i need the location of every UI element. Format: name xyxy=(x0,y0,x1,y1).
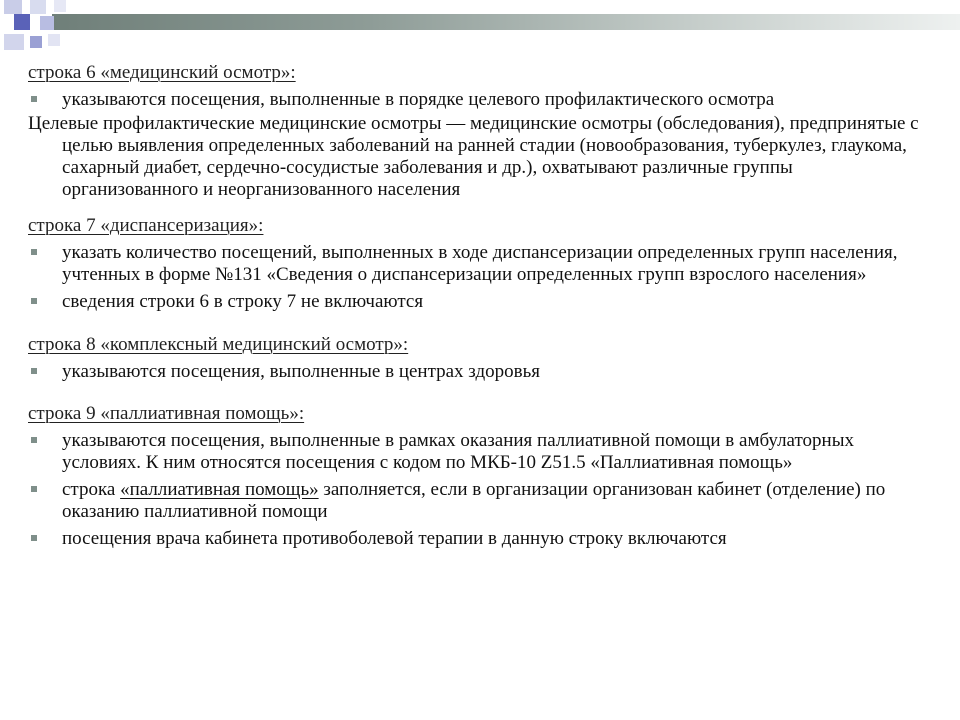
bullet-item: посещения врача кабинета противоболевой терапии в данную строку включаются xyxy=(28,528,933,550)
section-heading: строка 7 «диспансеризация»: xyxy=(28,215,264,236)
section-heading: строка 9 «паллиативная помощь»: xyxy=(28,403,305,424)
definition-paragraph: Целевые профилактические медицинские осмотры — медицинские осмотры (обследования), предпринятые с целью выявления определенных заболеваний на ранней стадии (новообразования, туберкулез, глаукома, сахарный диабет, сердечно-сосудистые заболевания и др.), охватывают различные группы организованного и неорганизованного населения xyxy=(28,113,919,200)
bullet-item xyxy=(28,479,933,523)
section-heading: строка 6 «медицинский осмотр»: xyxy=(28,62,296,83)
underlined-term: «паллиативная помощь» xyxy=(120,479,319,500)
slide-content xyxy=(28,62,933,550)
section-row-7 xyxy=(28,215,933,313)
section-row-6 xyxy=(28,62,933,201)
bullet-item: указать количество посещений, выполненных в ходе диспансеризации определенных групп населения, учтенных в форме №131 «Сведения о диспансеризации определенных групп взрослого населения» xyxy=(28,242,933,286)
bullet-item: сведения строки 6 в строку 7 не включаются xyxy=(28,291,933,313)
section-heading: строка 8 «комплексный медицинский осмотр»: xyxy=(28,334,409,355)
decorative-squares-logo xyxy=(0,0,80,64)
bullet-text-suffix: заполняется, если в организации организован кабинет (отделение) по оказанию паллиативной помощи xyxy=(62,479,886,522)
bullet-item: указываются посещения, выполненные в порядке целевого профилактического осмотра xyxy=(28,89,933,111)
section-row-8 xyxy=(28,334,933,383)
bullet-item: указываются посещения, выполненные в рамках оказания паллиативной помощи в амбулаторных условиях. К ним относятся посещения с кодом по МКБ-10 Z51.5 «Паллиативная помощь» xyxy=(28,430,933,474)
bullet-text-prefix: строка xyxy=(62,479,121,500)
header-gradient-bar xyxy=(52,14,960,30)
section-row-9 xyxy=(28,403,933,550)
bullet-item: указываются посещения, выполненные в центрах здоровья xyxy=(28,361,933,383)
